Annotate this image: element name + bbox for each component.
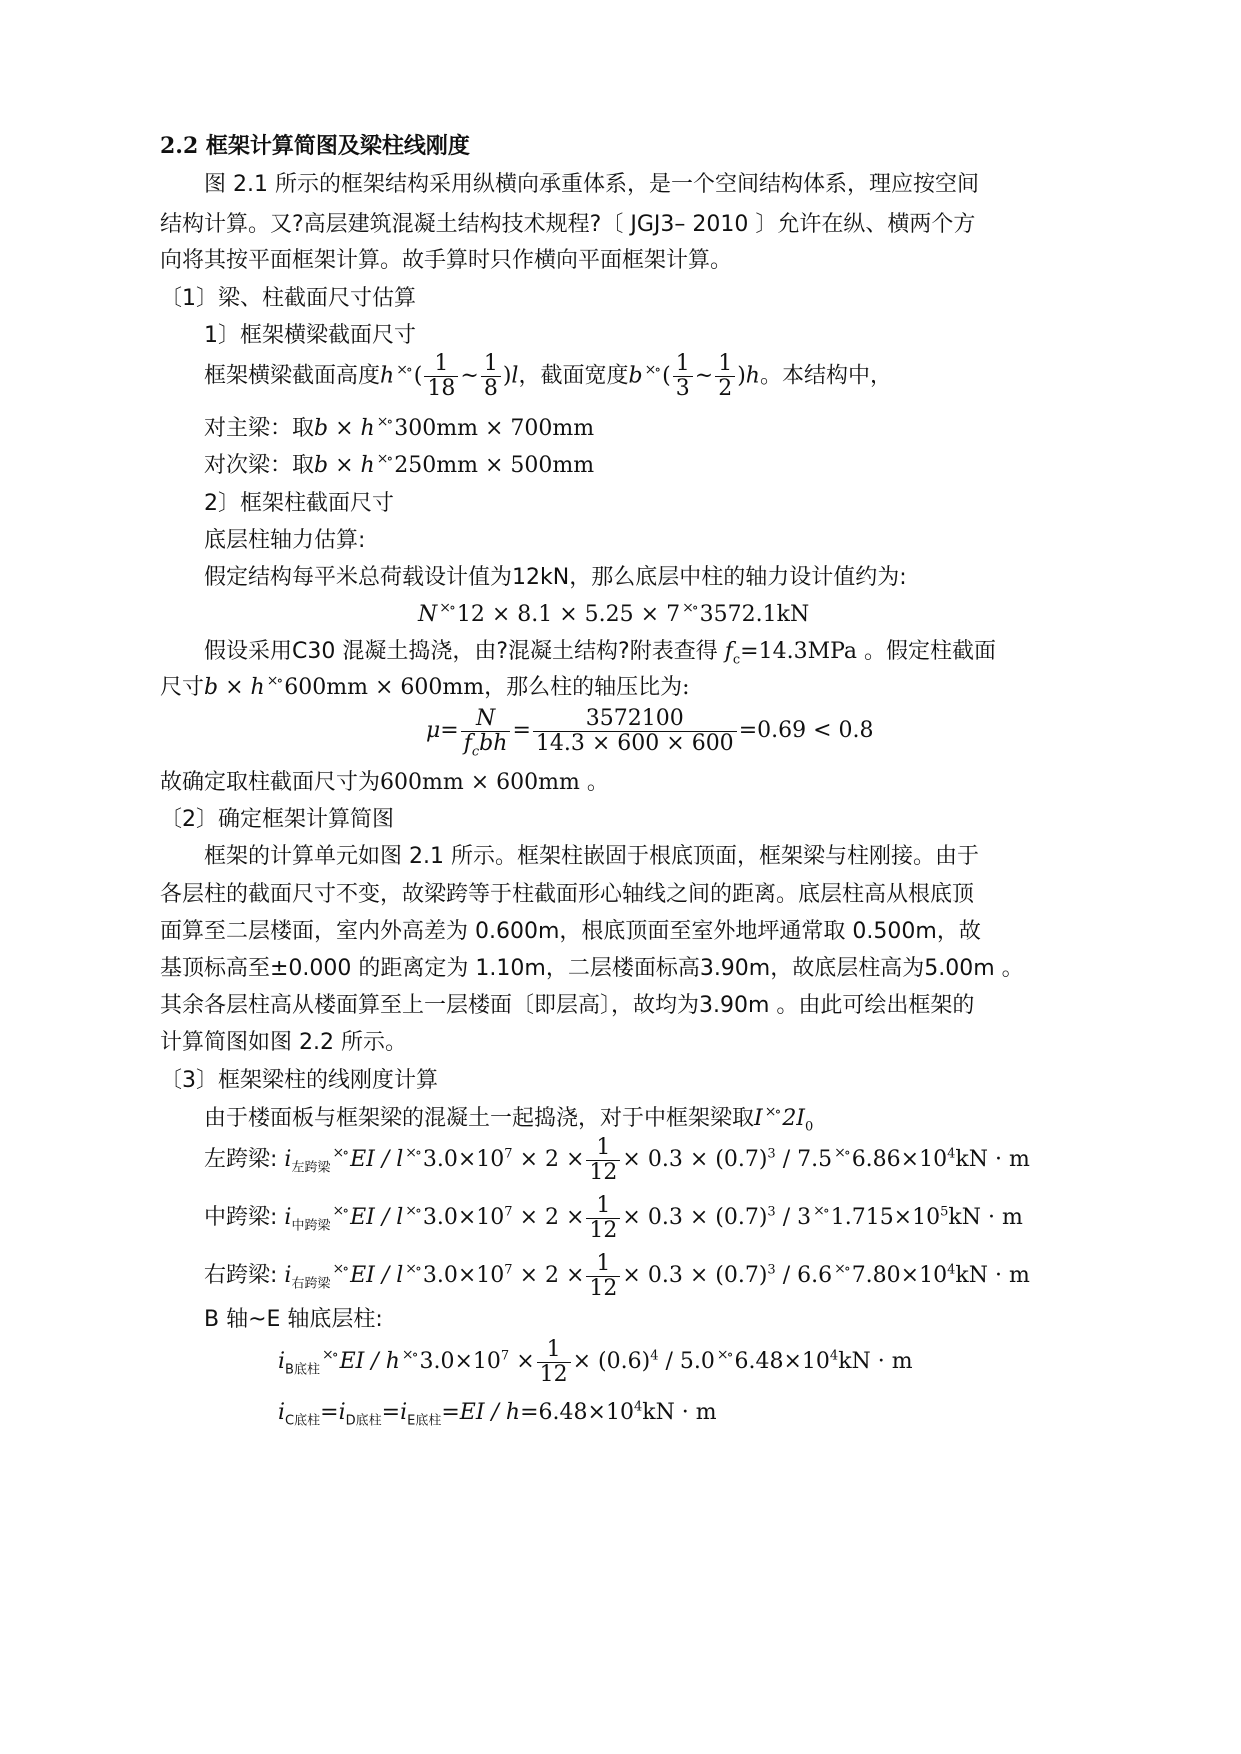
axial-equation: N ×∘ 12 × 8.1 × 5.25 × 7 ×∘ 3572.1kN (418, 600, 810, 627)
fraction-value: $\frac{3572100}{14.3 \times 600 \times 600}$ (533, 707, 737, 756)
secondary-beam-line: 对次梁：取b × h ×∘ 250mm × 500mm (204, 451, 595, 478)
concrete-line1: 假设采用C30 混凝土捣浇，由?混凝土结构?附表查得 $f_c=14.3MPa$ 。假定柱截面 (204, 639, 997, 668)
beam-stiffness-right: 右跨梁: $i_{右跨梁}^{\times\circ}$ EI / l ×∘ $3.0\times 10^7 \times 2$ × $\frac{1}{12}$ × $0.3 \times (0.7)^3 / 6.6$ ×∘ $7.80\times 10^4kN \cdot m$ (204, 1250, 1030, 1301)
var-b: b (628, 363, 643, 389)
fraction-1-3: $\frac{1}{3}$ (673, 352, 693, 401)
heading-3: 〔3〕框架梁柱的线刚度计算 (160, 1068, 438, 1093)
fraction-1-12: $\frac{1}{12}$ (537, 1338, 571, 1387)
beam-stiffness-middle: 中跨梁: $i_{中跨梁}^{\times\circ}$ EI / l ×∘ $3.0\times 10^7 \times 2$ × $\frac{1}{12}$ × $0.3 \times (0.7)^3 / 3$ ×∘ $1.715\times 10^5kN \cdot m$ (204, 1192, 1023, 1243)
heading-2: 〔2〕确定框架计算简图 (160, 807, 394, 832)
column-conclusion: 故确定取柱截面尺寸为600mm × 600mm 。 (160, 770, 609, 795)
column-stiffness-cde: $i_{C底柱}=i_{D底柱}=i_{E底柱}=EI / h=6.48\times 10^4kN \cdot m$ (278, 1399, 717, 1429)
para2-line6: 计算简图如图 2.2 所示。 (160, 1030, 407, 1055)
axial-label: 底层柱轴力估算: (204, 528, 366, 553)
para1-line3: 向将其按平面框架计算。故手算时只作横向平面框架计算。 (160, 248, 733, 273)
fraction-n-fcbh: $\frac{N}{f_cbh}$ (461, 707, 511, 756)
fraction-1-2: $\frac{1}{2}$ (715, 352, 735, 401)
beam-size-suffix: 。本结构中， (759, 363, 892, 389)
beam-size-line: 框架横梁截面高度h ×∘ ( $\frac{1}{18}$ ~ $\frac{1}{8}$ )l，截面宽度b ×∘ ( $\frac{1}{3}$ ~ $\frac{1}{2}$ )h。本结构中， (204, 351, 892, 401)
concrete-line2: 尺寸b × h ×∘ 600mm × 600mm，那么柱的轴压比为: (160, 673, 690, 700)
heading-1-2: 2〕框架柱截面尺寸 (204, 491, 394, 516)
column-stiffness-b: $i_{B底柱}^{\times\circ}$ EI / h ×∘ $3.0\times 10^7$ × $\frac{1}{12}$ × $(0.6)^4 / 5.0$ ×∘ $6.48\times 10^4kN \cdot m$ (278, 1336, 913, 1387)
fraction-1-18: $\frac{1}{18}$ (424, 352, 458, 401)
section-title: 2.2 框架计算简图及梁柱线刚度 (160, 133, 470, 159)
main-beam-line: 对主梁：取b × h ×∘ 300mm × 700mm (204, 414, 595, 441)
var-h: h (380, 363, 395, 389)
heading-1-1: 1〕框架横梁截面尺寸 (204, 323, 416, 348)
para2-line2: 各层柱的截面尺寸不变，故梁跨等于柱截面形心轴线之间的距离。底层柱高从根底顶 (160, 882, 975, 907)
column-label: B 轴~E 轴底层柱: (204, 1307, 383, 1332)
var-l: l (511, 363, 519, 389)
beam-size-mid: ，截面宽度 (518, 363, 629, 389)
fraction-1-12: $\frac{1}{12}$ (586, 1136, 620, 1185)
beam-size-prefix: 框架横梁截面高度 (204, 363, 381, 389)
beam-stiffness-left: 左跨梁: $i_{左跨梁}^{\times\circ}$ EI / l ×∘ $3.0\times 10^7 \times 2$ × $\frac{1}{12}$ × $0.3 \times (0.7)^3 / 7.5$ ×∘ $6.86\times 10^4kN \cdot m$ (204, 1134, 1030, 1185)
para1-line2: 结构计算。又?高层建筑混凝土结构技术规程?〔 JGJ3– 2010 〕允许在纵、横两个方 (160, 212, 976, 237)
axial-ratio-equation: μ= $\frac{N}{f_cbh}$ = $\frac{3572100}{14.3 \times 600 \times 600}$ =0.69 < 0.8 (426, 705, 874, 759)
fraction-1-12: $\frac{1}{12}$ (586, 1194, 620, 1243)
fraction-1-8: $\frac{1}{8}$ (481, 352, 501, 401)
tilde: ~ (460, 363, 479, 389)
para2-line4: 基顶标高至±0.000 的距离定为 1.10m，二层楼面标高3.90m，故底层柱高为5.00m 。 (160, 956, 1024, 981)
para1-line1: 图 2.1 所示的框架结构采用纵横向承重体系，是一个空间结构体系，理应按空间 (204, 172, 979, 197)
heading-1: 〔1〕梁、柱截面尺寸估算 (160, 286, 416, 311)
approx-sign: ×∘ (644, 361, 660, 378)
fraction-1-12: $\frac{1}{12}$ (586, 1252, 620, 1301)
tilde: ~ (694, 363, 714, 389)
assume-load: 假定结构每平米总荷载设计值为12kN，那么底层中柱的轴力设计值约为: (204, 565, 907, 590)
para2-line3: 面算至二层楼面，室内外高差为 0.600m，根底顶面至室外地坪通常取 0.500m，故 (160, 919, 981, 944)
var-h: h (745, 363, 760, 389)
inertia-line: 由于楼面板与框架梁的混凝土一起捣浇，对于中框架梁取I ×∘ $2I_0$ (204, 1104, 814, 1135)
para2-line5: 其余各层柱高从楼面算至上一层楼面〔即层高〕，故均为3.90m 。由此可绘出框架的 (160, 993, 975, 1018)
para2-line1: 框架的计算单元如图 2.1 所示。框架柱嵌固于根底顶面，框架梁与柱刚接。由于 (204, 844, 979, 869)
approx-sign: ×∘ (396, 361, 411, 378)
